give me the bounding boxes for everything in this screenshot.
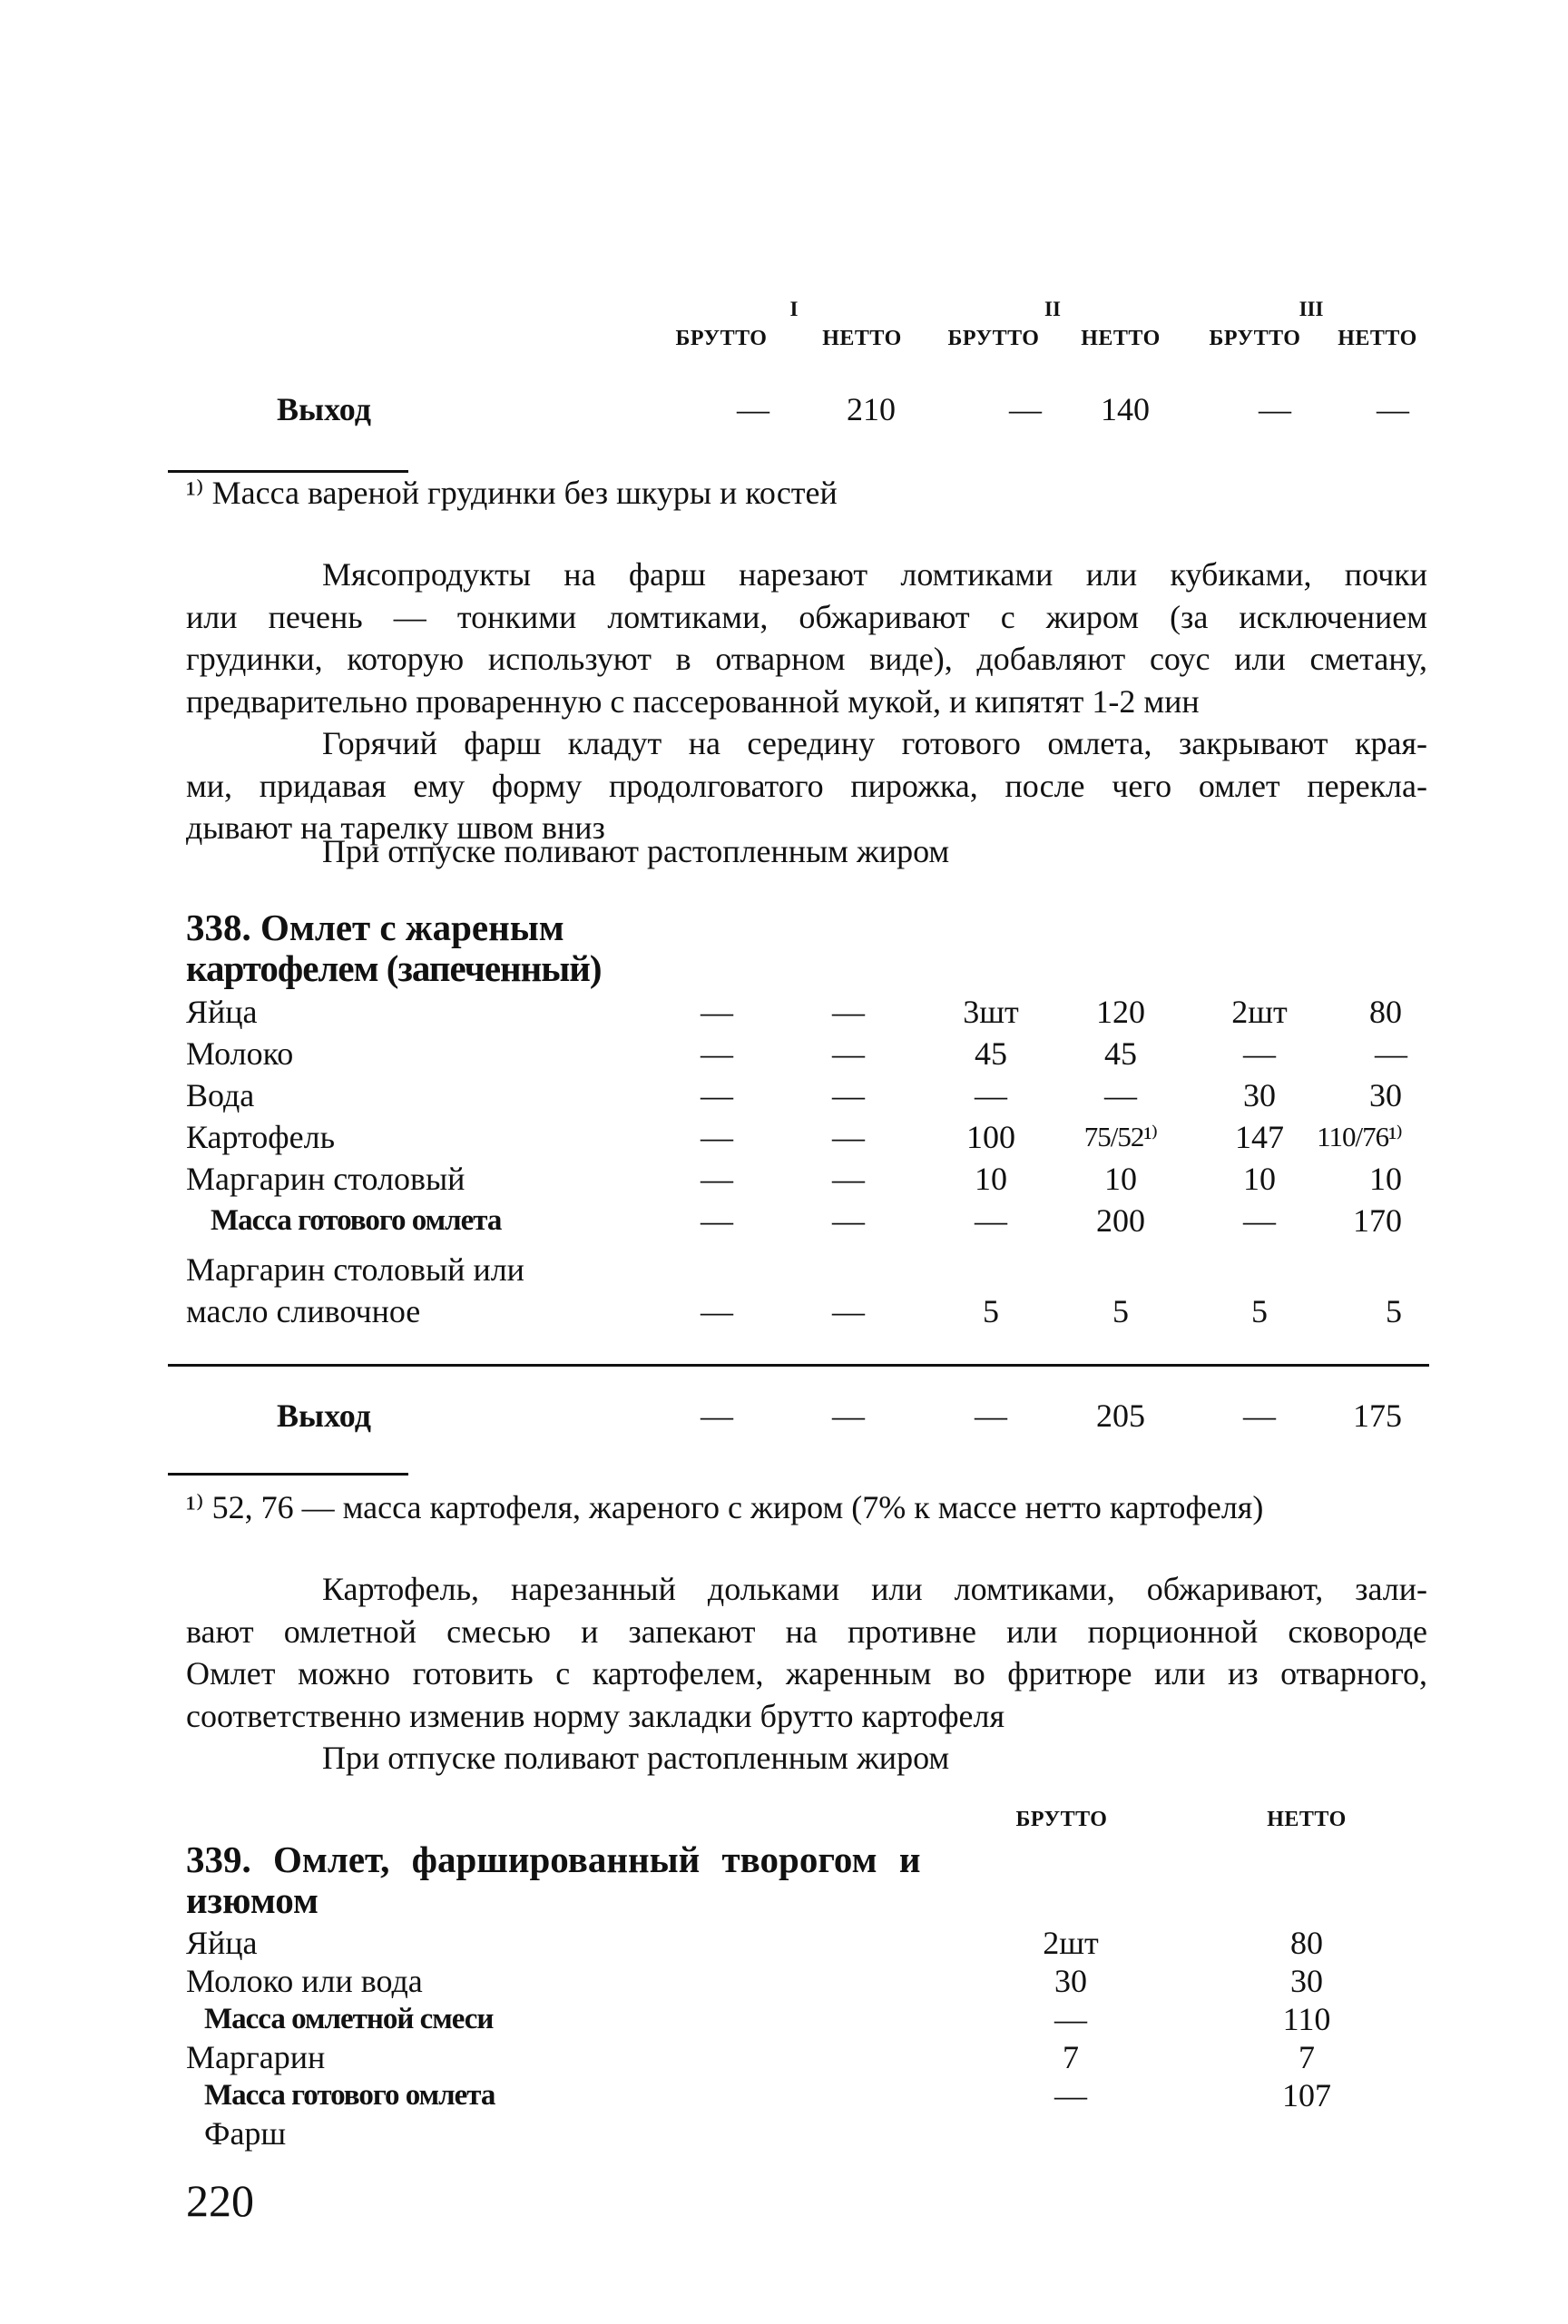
ingredient-value: 30: [1290, 1963, 1323, 1999]
ingredient-value: 80: [1290, 1925, 1323, 1961]
recipe-title: 339. Омлет, фаршированный творогом и: [186, 1839, 921, 1880]
ingredient-value: 5: [1386, 1293, 1402, 1329]
ingredient-value: 10: [1104, 1161, 1137, 1197]
text-line: При отпуске поливают растопленным жиром: [322, 1740, 950, 1776]
yield-value: —: [975, 1397, 1007, 1434]
yield-label: Выход: [277, 391, 371, 427]
ingredient-value: 80: [1369, 994, 1402, 1030]
ingredient-name: Масса готового омлета: [204, 2079, 495, 2112]
ingredient-value: —: [1243, 1202, 1276, 1239]
footnote: ¹⁾ 52, 76 — масса картофеля, жареного с жиром (7% к массе нетто картофеля): [186, 1489, 1264, 1525]
ingredient-value: 147: [1235, 1119, 1284, 1155]
ingredient-name: Яйца: [186, 1925, 258, 1961]
ingredient-value: —: [832, 1202, 865, 1239]
ingredient-value: —: [975, 1202, 1007, 1239]
ingredient-name: Фарш: [204, 2115, 287, 2152]
recipe-title: изюмом: [186, 1879, 318, 1921]
ingredient-value: 2шт: [1231, 994, 1288, 1030]
ingredient-value: 10: [1369, 1161, 1402, 1197]
ingredient-value: 30: [1243, 1077, 1276, 1113]
text-line: Мясопродукты на фарш нарезают ломтиками или кубиками, почки: [322, 556, 1427, 593]
ingredient-value: —: [832, 994, 865, 1030]
recipe-title: картофелем (запеченный): [186, 947, 602, 989]
column-group-3-label: III: [1298, 298, 1324, 320]
footnote-rule: [168, 1473, 408, 1476]
column-header-netto-1: НЕТТО: [822, 327, 902, 350]
text-line: Горячий фарш кладут на середину готового омлета, закрывают края-: [322, 725, 1427, 761]
ingredient-value: 2шт: [1043, 1925, 1099, 1961]
ingredient-name: Молоко или вода: [186, 1963, 423, 1999]
ingredient-name: масло сливочное: [186, 1293, 421, 1329]
ingredient-value: 45: [975, 1035, 1007, 1072]
ingredient-value: 5: [1251, 1293, 1268, 1329]
ingredient-name: Маргарин: [186, 2039, 326, 2075]
ingredient-value: —: [701, 1035, 733, 1072]
ingredient-value: 100: [966, 1119, 1015, 1155]
paragraph: [186, 554, 1427, 722]
column-group-2-label: II: [1044, 298, 1061, 320]
ingredient-name: Маргарин столовый или: [186, 1251, 524, 1288]
ingredient-value: —: [1375, 1035, 1407, 1072]
yield-value: 175: [1353, 1397, 1402, 1434]
ingredient-value: 7: [1063, 2039, 1079, 2075]
ingredient-value: —: [1054, 2001, 1087, 2037]
ingredient-value: 107: [1282, 2077, 1331, 2113]
text-line: или печень — тонкими ломтиками, обжаривают с жиром (за исключением: [186, 598, 1427, 635]
table-rule: [168, 1364, 1429, 1367]
ingredient-value: —: [1104, 1077, 1137, 1113]
column-header-brutto-2: БРУТТО: [947, 327, 1040, 350]
text-line: вают омлетной смесью и запекают на противне или порционной сковороде: [186, 1613, 1427, 1650]
yield-value: —: [832, 1397, 865, 1434]
text-line: соответственно изменив норму закладки брутто картофеля: [186, 1697, 1005, 1734]
ingredient-value: 110: [1282, 2001, 1331, 2037]
text-line: Омлет можно готовить с картофелем, жаренным во фритюре или из отварного,: [186, 1655, 1427, 1692]
column-group-1-label: I: [789, 298, 799, 320]
yield-value: —: [1009, 391, 1042, 427]
ingredient-value: —: [832, 1119, 865, 1155]
text-line: грудинки, которую используют в отварном виде), добавляют соус или сметану,: [186, 641, 1427, 677]
paragraph: [322, 830, 1427, 873]
ingredient-value: —: [832, 1293, 865, 1329]
footnote: ¹⁾ Масса вареной грудинки без шкуры и костей: [186, 475, 838, 511]
ingredient-value: 30: [1369, 1077, 1402, 1113]
ingredient-value: —: [975, 1077, 1007, 1113]
text-line: дывают на тарелку швом вниз: [186, 809, 605, 846]
ingredient-value: 10: [1243, 1161, 1276, 1197]
ingredient-value: 5: [983, 1293, 999, 1329]
ingredient-value: —: [701, 1119, 733, 1155]
text-line: При отпуске поливают растопленным жиром: [322, 833, 950, 869]
ingredient-value: 200: [1096, 1202, 1145, 1239]
ingredient-value: 45: [1104, 1035, 1137, 1072]
yield-value: —: [701, 1397, 733, 1434]
ingredient-value: —: [832, 1161, 865, 1197]
yield-value: 205: [1096, 1397, 1145, 1434]
yield-value: 210: [847, 391, 896, 427]
ingredient-value: 170: [1353, 1202, 1402, 1239]
yield-value: —: [737, 391, 769, 427]
ingredient-value: 75/52¹⁾: [1083, 1121, 1158, 1152]
column-header-brutto: БРУТТО: [1015, 1808, 1108, 1831]
ingredient-value: 10: [975, 1161, 1007, 1197]
column-header-netto-3: НЕТТО: [1338, 327, 1417, 350]
ingredient-value: —: [832, 1035, 865, 1072]
ingredient-value: 7: [1298, 2039, 1315, 2075]
ingredient-value: 5: [1112, 1293, 1129, 1329]
ingredient-name: Вода: [186, 1077, 255, 1113]
recipe-title: 338. Омлет с жареным: [186, 907, 564, 948]
ingredient-value: —: [1054, 2077, 1087, 2113]
ingredient-name: Картофель: [186, 1119, 335, 1155]
ingredient-value: 30: [1054, 1963, 1087, 1999]
ingredient-value: 120: [1096, 994, 1145, 1030]
ingredient-name: Молоко: [186, 1035, 294, 1072]
text-line: ми, придавая ему форму продолговатого пирожка, после чего омлет перекла-: [186, 767, 1427, 804]
text-line: Картофель, нарезанный дольками или ломтиками, обжаривают, зали-: [322, 1571, 1427, 1607]
ingredient-value: 3шт: [963, 994, 1019, 1030]
ingredient-name: Масса готового омлета: [211, 1204, 502, 1237]
ingredient-value: —: [701, 1293, 733, 1329]
ingredient-value: 110/76¹⁾: [1317, 1121, 1402, 1152]
ingredient-name: Яйца: [186, 994, 258, 1030]
text-line: предварительно проваренную с пассерованной мукой, и кипятят 1-2 мин: [186, 682, 1200, 720]
yield-label: Выход: [277, 1397, 371, 1434]
column-header-brutto-1: БРУТТО: [675, 327, 768, 350]
yield-value: —: [1377, 391, 1409, 427]
column-header-netto: НЕТТО: [1267, 1808, 1347, 1831]
ingredient-value: —: [1243, 1035, 1276, 1072]
paragraph: [322, 1737, 1427, 1780]
ingredient-value: —: [701, 1077, 733, 1113]
yield-value: —: [1243, 1397, 1276, 1434]
column-header-brutto-3: БРУТТО: [1209, 327, 1301, 350]
ingredient-value: —: [701, 994, 733, 1030]
yield-value: 140: [1101, 391, 1150, 427]
ingredient-name: Маргарин столовый: [186, 1161, 466, 1197]
ingredient-value: —: [832, 1077, 865, 1113]
yield-value: —: [1259, 391, 1291, 427]
paragraph: [186, 1568, 1427, 1737]
ingredient-value: —: [701, 1202, 733, 1239]
column-header-netto-2: НЕТТО: [1081, 327, 1161, 350]
ingredient-name: Масса омлетной смеси: [204, 2003, 494, 2035]
page-number: 220: [186, 2175, 254, 2226]
ingredient-value: —: [701, 1161, 733, 1197]
